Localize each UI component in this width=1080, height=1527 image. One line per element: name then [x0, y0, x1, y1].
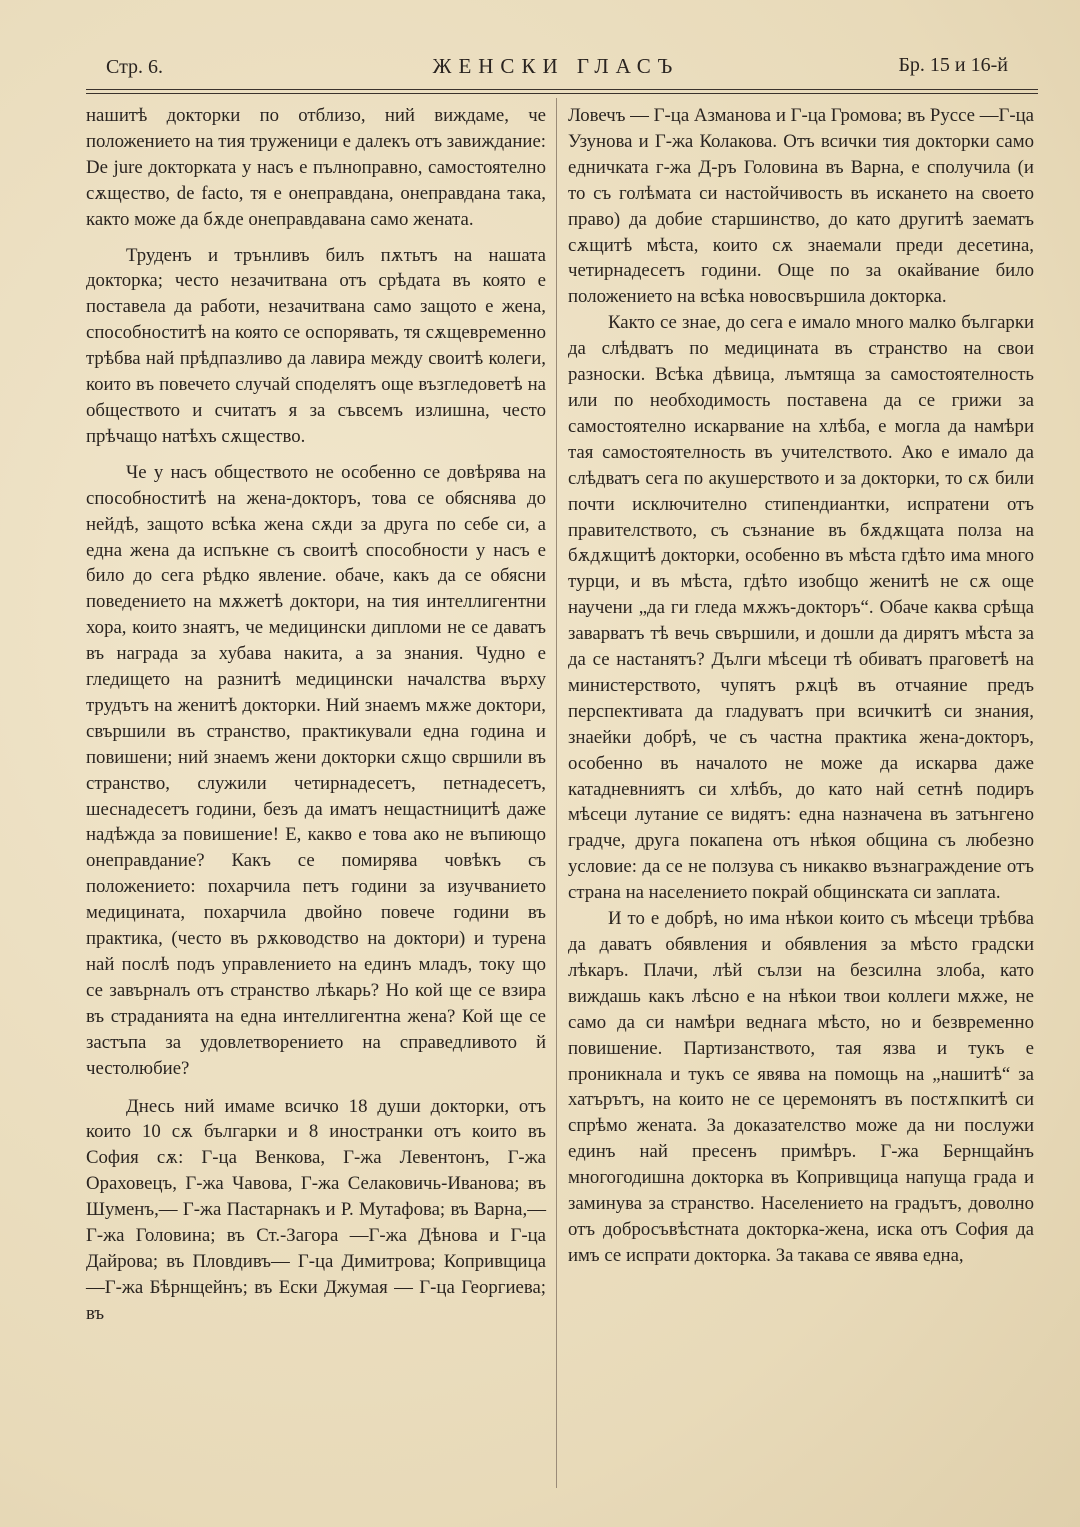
paragraph: Че у насъ обществото не особенно се довѣрява на способноститѣ на жена-докторъ, това се обяснява до нейдѣ, защото всѣка жена сѫди за друга по себе си, а една жена да испъкне съ своитѣ способности у насъ е било до сега рѣдко явление. обаче, какъ да се обясни поведението на мѫжетѣ доктори, на тия интеллигентни хора, които знаятъ, че медицински дипломи не се даватъ въ награда за хубава накита, а за знания. Чудно е гледището на разнитѣ медицински началства върху трудътъ на женитѣ докторки. Ний знаемъ мѫже доктори, свършили въ странство, практикували една година и повишени; ний знаемъ жени докторки сѫщо свршили въ странство, служили четирнадесетъ, петнадесетъ, шеснадесетъ години, безъ да иматъ нещастницитѣ даже надѣжда за повишение! Е, какво е това ако не въпиющо онеправдание? Какъ се помирява човѣкъ съ положението: похарчила петъ години за изучванието медицината, похарчила двойно повече години въ практика, (често въ рѫководство на доктори) и турена най послѣ подъ управлението на единъ младъ, току що се завърналъ отъ странство лѣкарь? Но кой ще се взира въ страданията на една интеллигентна жена? Кой ще се застъпа за удовлетворението на справедливото й честолюбие? [86, 461, 546, 1079]
paragraph: Труденъ и трънливъ билъ пѫтьтъ на нашата докторка; често незачитвана отъ срѣдата въ която е поставела да работи, незачитвана само защото е жена, способноститѣ на която се оспорявать, тя сѫщевременно трѣбва най прѣдпазливо да лавира между своитѣ колеги, които въ повечето случай споделятъ още възгледоветѣ на обществото и считатъ я за съвсемъ излишна, често прѣчащо натѣхъ сѫщество. [86, 244, 546, 447]
masthead-title: ЖЕНСКИ ГЛАСЪ [432, 54, 680, 78]
page-header [86, 50, 1026, 84]
paragraph: И то е добрѣ, но има нѣкои които съ мѣсеци трѣбва да даватъ обявления и обявления за мѣсто градски лѣкаръ. Плачи, лѣй сълзи на безсилна злоба, като виждашь какъ лѣсно е на нѣкои твои коллеги мѫже, не само да си намѣри веднага мѣсто, но и безвременно повишение. Партизанството, тая язва и тукъ е проникнала и тукъ се явява на помощь на „нашитѣ“ за хатърътъ, на които не се церемонятъ въ постѫпкитѣ си спрѣмо жената. За доказателство може да ни послужи единъ най пресенъ примѣръ. Г-жа Бернщайнъ многогодишна докторка въ Копривщица напуща града и заминува за странство. Населението на градътъ, доволно отъ добросъвѣстната докторка-жена, иска отъ София да имъ се испрати докторка. За такава се явява една, [568, 908, 1034, 1266]
column-divider [556, 98, 557, 1488]
issue-number: Бр. 15 и 16-й [898, 54, 1008, 76]
header-rule-top [86, 89, 1038, 90]
right-column [568, 103, 1034, 1269]
paragraph: нашитѣ докторки по отблизо, ний виждаме, че положението на тия труженици е далекъ отъ завиждание: De jure докторката у насъ е пълноправно, самостоятелно сѫщество, de facto, тя е онеправдана, онеправдана така, както може да бѫде онеправдавана само жената. [86, 105, 546, 230]
paragraph: Ловечъ — Г-ца Азманова и Г-ца Громова; въ Руссе —Г-ца Узунова и Г-жа Колакова. Отъ всички тия докторки само едничката г-жа Д-ръ Головина въ Варна, е сполучила (и то съ голѣмата си настойчивость въ искането на своето право) да добие старшинство, до като другитѣ заематъ сѫщитѣ мѣста, които сѫ знаемали преди десетина, четирнадесетъ години. Още по за окайвание било положението на всѣка новосвършила докторка. [568, 105, 1034, 308]
header-rule-bottom [86, 93, 1038, 94]
paragraph: Както се знае, до сега е имало много малко българки да слѣдватъ по медицината въ странство на свои разноски. Всѣка дѣвица, лъмтяща за самостоятелность или по необходимость поставена да се грижи за самостоятелно искарвание на хлѣба, е могла да намѣри тая самостоятелность въ учителството. Ако е имало да слѣдватъ сега по акушерството и за докторки, то сѫ били почти исключително стипендиантки, испратени отъ правителството, съ съзнание въ бѫдѫщата полза на бѫдѫщитѣ докторки, особенно въ мѣста гдѣто има много турци, и въ мѣста, гдѣто изобщо женитѣ не сѫ още научени „да ги гледа мѫжъ-докторъ“. Обаче каква срѣща заварватъ тѣ вечь свършили, и дошли да дирятъ мѣста за да се настанятъ? Дълги мѣсеци тѣ обиватъ праговетѣ на министерството, чупятъ рѫцѣ въ отчаяние предъ перспективата да гладуватъ при всичкитѣ си знания, знаейки добрѣ, че съ частна практика жена-докторъ, особенно въ началото не може да искарва даже катадневниятъ си хлѣбъ, до като най сетнѣ подиръ мѣсеци лутание се видятъ: една назначена въ затънгено градче, друга покапена отъ нѣкоя община съ любезно условие: да се не ползува съ никакво възнаграждение отъ страна на населението покрай общинската си заплата. [568, 312, 1034, 904]
page-number: Стр. 6. [106, 56, 164, 78]
left-column [86, 103, 546, 1327]
paragraph: Днесь ний имаме всичко 18 души докторки, отъ които 10 сѫ българки и 8 иностранки отъ които въ София сѫ: Г-ца Венкова, Г-жа Левентонъ, Г-жа Ораховецъ, Г-жа Чавова, Г-жа Селаковичь-Иванова; въ Шуменъ,— Г-жа Пастарнакъ и Р. Мутафова; въ Варна,—Г-жа Головина; въ Ст.-Загора —Г-жа Дѣнова и Г-ца Дайрова; въ Пловдивъ— Г-ца Димитрова; Копривщица —Г-жа Бѣрнщейнъ; въ Ески Джумая — Г-ца Георгиева; въ [86, 1095, 546, 1324]
